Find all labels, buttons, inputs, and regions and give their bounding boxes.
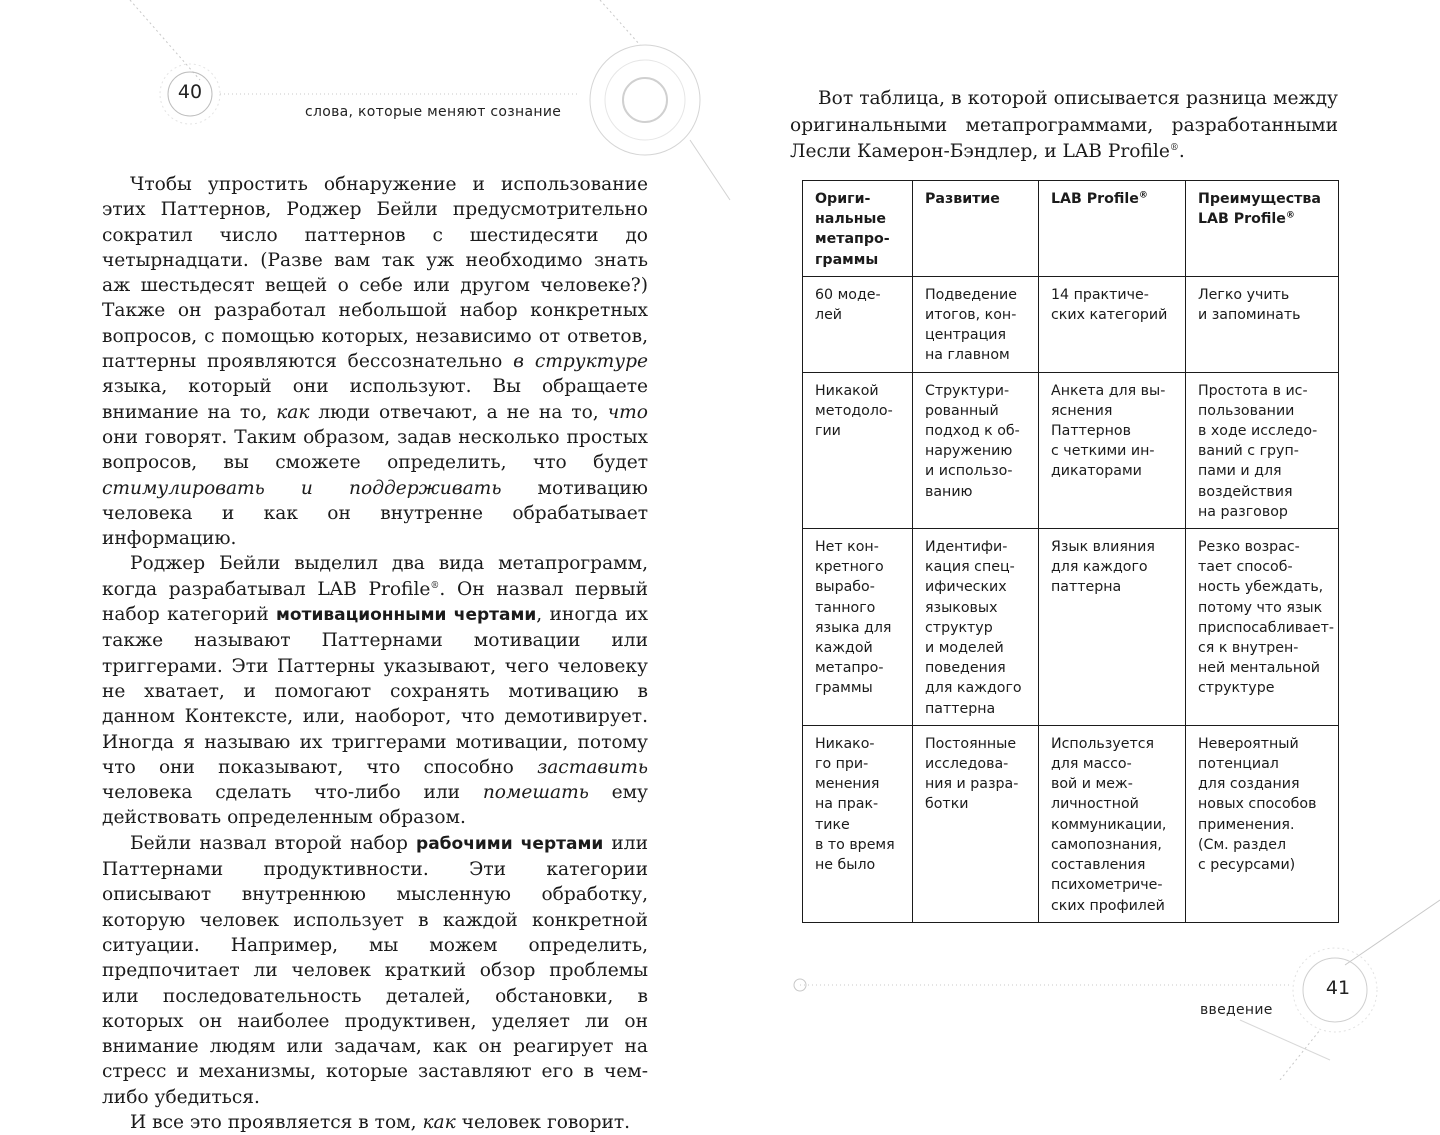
page-number-right: 41 (1325, 977, 1351, 999)
table-cell: Нет кон- кретного вырабо- танного языка для каждой метапро- граммы (803, 529, 913, 726)
table-row (803, 529, 1339, 726)
table-cell: Подведение итогов, кон- центрация на главном (913, 276, 1039, 372)
table-cell: 60 моде- лей (803, 276, 913, 372)
table-cell: Структури- рованный подход к об- наружению и использо- ванию (913, 372, 1039, 528)
paragraph (102, 831, 648, 1110)
text-run: или Паттернами продуктивности. Эти категории описывают внутреннюю мысленную обработку, которую человек использует в каждой конкретной ситуации. Например, мы можем определить, предпочитает ли человек краткий обзор проблемы или последовательность деталей, обстановки, в которых он наиболее продуктивен, уделяет ли он внимание людям или задачам, как он реагирует на стресс и механизмы, которые заставляют его в чем-либо убедиться. (102, 832, 649, 1108)
header-text: LAB Profile (1051, 191, 1139, 207)
running-head-left: слова, которые меняют сознание (305, 104, 562, 120)
table-cell: Анкета для вы- яснения Паттернов с четкими ин- дикаторами (1039, 372, 1186, 528)
text-run: они говорят. Таким образом, задав несколько простых вопросов, вы сможете определить, что будет (102, 426, 648, 474)
table-cell: Никако- го при- менения на прак- тике в то время не было (803, 725, 913, 922)
text-run: Роджер Бейли выделил два вида метапрограмм, когда разрабатывал LAB Profile (102, 553, 648, 600)
running-head-right: введение (1200, 1002, 1273, 1018)
italic-emphasis: помешать (482, 782, 589, 804)
text-run: языка, который они используют. Вы обращаете внимание на то, (102, 376, 648, 423)
table-cell: Идентифи- кация спец- ифических языковых структур и моделей поведения для каждого паттерна (913, 529, 1039, 726)
text-run: , иногда их также называют Паттернами мотивации или триггерами. Эти Паттерны указывают, чего человеку не хватает, и помогают сохранять мотивацию в данном Контексте, или, наоборот, что демотивирует. Иногда я называю их триггерами мотивации, потому что они показывают, что способно (102, 604, 648, 778)
table-row (803, 372, 1339, 528)
table-header-row (803, 181, 1339, 277)
bold-term: рабочими чертами (416, 833, 604, 854)
text-run: Чтобы упростить обнаружение и использование этих Паттернов, Роджер Бейли предусмотрительно сократил число паттернов с шестидесяти до четырнадцати. (Разве вам так уж необходимо знать аж шестьдесят вещей о себе или другом человеке?) Также он разработал небольшой набор конкретных вопросов, с помощью которых, независимо от ответов, паттерны проявляются бессознательно (102, 174, 648, 373)
registered-mark: ® (1138, 190, 1148, 201)
table-cell: 14 практиче- ских категорий (1039, 276, 1186, 372)
table-header-cell (1039, 181, 1186, 277)
left-page-body (102, 172, 648, 1135)
page-number-left: 40 (177, 81, 203, 103)
italic-emphasis: как (276, 401, 310, 423)
text-run: человек говорит. (455, 1111, 631, 1133)
italic-emphasis: как (422, 1111, 456, 1133)
registered-mark: ® (1285, 210, 1295, 221)
text-run: И все это проявляется в том, (130, 1111, 423, 1133)
registered-mark: ® (430, 580, 440, 591)
comparison-table (802, 180, 1339, 923)
text-run: Бейли назвал второй набор (130, 832, 417, 854)
header-text: Развитие (925, 191, 1000, 207)
table-intro-text: Вот таблица, в которой описывается разница между оригинальными метапрограммами, разработанными Лесли Камерон-Бэндлер, и LAB Profile (790, 88, 1338, 162)
table-row (803, 725, 1339, 922)
table-body (803, 276, 1339, 922)
header-text: Ориги- нальные метапро- граммы (815, 191, 890, 268)
table-cell: Постоянные исследова- ния и разра- ботки (913, 725, 1039, 922)
table-cell: Невероятный потенциал для создания новых способов применения. (См. раздел с ресурсами) (1186, 725, 1339, 922)
table-cell: Используется для массо- вой и меж- личностной коммуникации, самопознания, составления психометриче- ских профилей (1039, 725, 1186, 922)
paragraph (102, 551, 648, 830)
registered-mark: ® (1169, 142, 1179, 153)
table-cell: Легко учить и запоминать (1186, 276, 1339, 372)
table-intro (790, 86, 1338, 166)
table-cell: Язык влияния для каждого паттерна (1039, 529, 1186, 726)
text-run: мотивацию человека и как он внутренне обрабатывает информацию. (102, 477, 648, 550)
paragraph (102, 1110, 648, 1135)
text-run: ему действовать определенным образом. (102, 782, 648, 829)
italic-emphasis: стимулировать и поддерживать (102, 477, 502, 499)
table-intro-end: . (1178, 141, 1185, 162)
text-run: . Он назвал первый набор категорий (102, 578, 648, 626)
table-header-cell (803, 181, 913, 277)
italic-emphasis: в структуре (513, 351, 648, 373)
italic-emphasis: заставить (537, 756, 648, 778)
table-header-cell (1186, 181, 1339, 277)
text-run: человека сделать что-либо или (102, 782, 483, 804)
text-run: люди отвечают, а не на то, (309, 401, 608, 423)
table-cell: Никакой методоло- гии (803, 372, 913, 528)
paragraph (102, 172, 648, 551)
header-text: Преимущества LAB Profile (1198, 191, 1321, 228)
italic-emphasis: что (607, 401, 648, 423)
bold-term: мотивационными чертами (276, 605, 537, 626)
table-cell: Резко возрас- тает способ- ность убеждать, потому что язык приспосабливает- ся к внутрен- ней ментальной структуре (1186, 529, 1339, 726)
table-row (803, 276, 1339, 372)
table-cell: Простота в ис- пользовании в ходе исследо- ваний с груп- пами и для воздействия на разговор (1186, 372, 1339, 528)
table-header-cell (913, 181, 1039, 277)
